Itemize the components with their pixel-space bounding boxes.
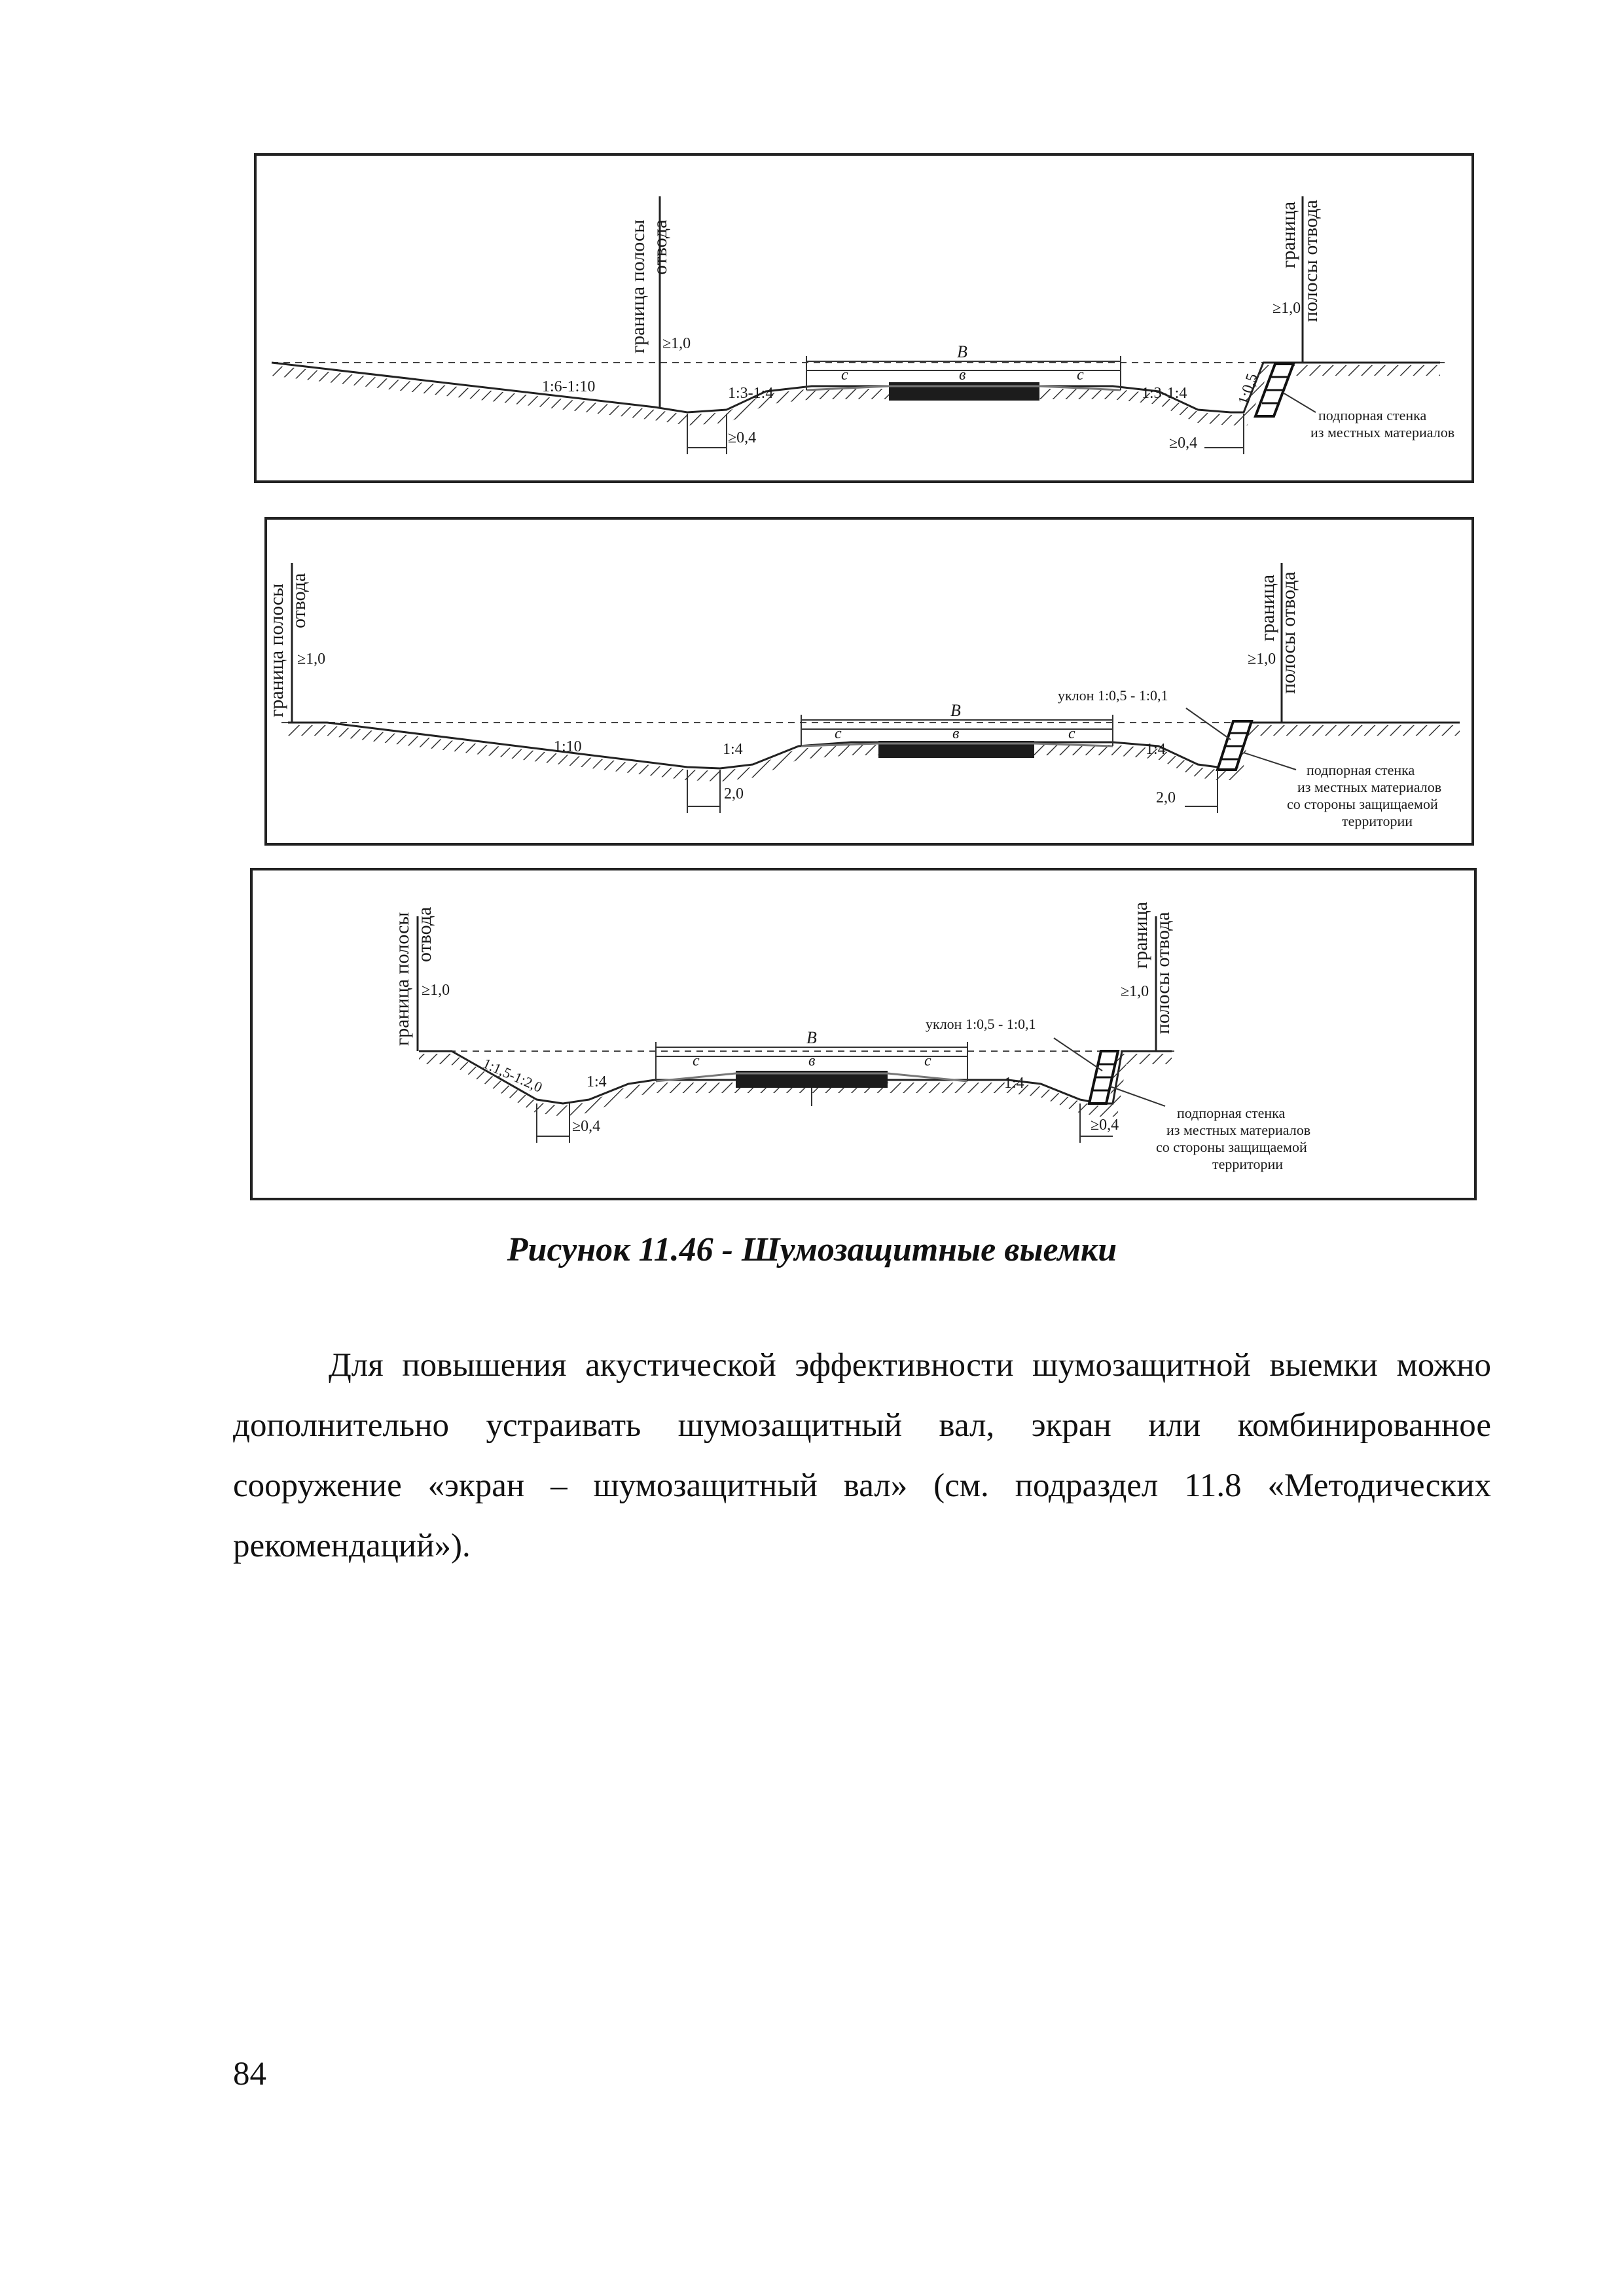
- figure-2-slope-inner-right: 1:4: [1146, 741, 1166, 758]
- figure-2-left-boundary-line1: граница полосы: [266, 583, 287, 717]
- figure-1-v-label: в: [959, 367, 966, 384]
- figure-3: [251, 869, 1475, 1199]
- figure-2-B-label: B: [950, 701, 961, 720]
- figure-2-right-offset: ≥1,0: [1248, 651, 1276, 668]
- figure-3-right-boundary-line2: полосы отвода: [1152, 912, 1174, 1034]
- figure-1-slope-outer: 1:6-1:10: [542, 378, 596, 395]
- figure-3-ditch-right: ≥0,4: [1091, 1117, 1119, 1134]
- figure-1-wall-note-1: подпорная стенка: [1318, 407, 1427, 423]
- figure-2-slope-outer: 1:10: [554, 738, 582, 755]
- figure-1-wall-note-2: из местных материалов: [1310, 424, 1455, 440]
- figure-3-ditch-left: ≥0,4: [572, 1118, 601, 1135]
- figure-2-v-label: в: [952, 725, 960, 742]
- figure-3-left-offset: ≥1,0: [422, 982, 450, 999]
- figure-1-left-offset: ≥1,0: [662, 335, 691, 352]
- figure-1-slope-wall: 1:0,5: [1235, 371, 1261, 407]
- figure-3-B-label: B: [806, 1028, 817, 1047]
- figure-2-wall-note-2: из местных материалов: [1297, 779, 1442, 795]
- figure-3-v-label: в: [808, 1052, 816, 1069]
- figure-caption: Рисунок 11.46 - Шумозащитные выемки: [507, 1231, 1117, 1268]
- figure-3-right-offset: ≥1,0: [1121, 983, 1149, 1000]
- figure-2-c-right: c: [1068, 725, 1075, 742]
- figure-2-c-left: c: [835, 725, 842, 742]
- figure-1: [255, 154, 1473, 482]
- figure-1-c-left: c: [841, 367, 848, 384]
- figure-2-wall-note-1: подпорная стенка: [1307, 762, 1415, 778]
- figure-3-left-boundary-line2: отвода: [414, 906, 435, 962]
- figure-2-left-boundary-line2: отвода: [288, 573, 310, 628]
- figure-1-right-offset: ≥1,0: [1272, 300, 1301, 317]
- figure-3-slope-outer: 1:1,5-1:2,0: [480, 1054, 545, 1096]
- figure-2-right-boundary-line1: граница: [1257, 574, 1278, 641]
- figure-3-slope-inner-right: 1:4: [1004, 1075, 1024, 1092]
- figure-3-left-boundary-line1: граница полосы: [391, 912, 413, 1046]
- figure-1-carriageway: [889, 382, 1039, 401]
- figure-1-ditch-right: ≥0,4: [1169, 435, 1198, 452]
- figure-1-c-right: c: [1077, 367, 1084, 384]
- figure-2-wall-note-4: территории: [1342, 813, 1413, 829]
- figure-2-right-boundary-line2: полосы отвода: [1278, 571, 1299, 694]
- figure-1-right-boundary-line1: граница: [1278, 201, 1299, 268]
- figure-3-wall-note-2: из местных материалов: [1166, 1122, 1311, 1138]
- figure-3-right-boundary-line1: граница: [1130, 901, 1151, 969]
- figure-1-slope-inner-left: 1:3-1:4: [728, 385, 774, 402]
- figure-1-right-boundary-line2: полосы отвода: [1300, 200, 1322, 322]
- figure-1-B-label: B: [957, 342, 967, 361]
- figure-2: [266, 518, 1473, 844]
- figure-2-slope-inner-left: 1:4: [723, 741, 743, 758]
- figure-1-left-boundary-line1: граница полосы: [627, 219, 649, 353]
- figure-3-wall-note-4: территории: [1212, 1156, 1284, 1172]
- figure-1-left-boundary-line2: отвода: [649, 219, 671, 275]
- figure-3-c-left: c: [693, 1052, 700, 1069]
- figure-3-slope-wall-note: уклон 1:0,5 - 1:0,1: [926, 1016, 1036, 1032]
- figure-1-ditch-left: ≥0,4: [728, 429, 757, 446]
- figure-3-c-right: c: [924, 1052, 931, 1069]
- figure-2-ditch-left: 2,0: [724, 785, 744, 802]
- figure-3-wall-note-3: со стороны защищаемой: [1156, 1139, 1307, 1155]
- body-paragraph: Для повышения акустической эффективности шумозащитной выемки можно дополнительно устраивать шумозащитный вал, экран или комбинированное сооружение «экран – шумозащитный вал» (см. подраздел 11.8 «Методических рекомендаций»).: [233, 1347, 1491, 1564]
- figure-2-wall-note-3: со стороны защищаемой: [1287, 796, 1438, 812]
- figure-3-wall-note-1: подпорная стенка: [1177, 1105, 1286, 1121]
- figure-3-slope-inner-left: 1:4: [586, 1073, 607, 1090]
- figure-1-slope-inner-right: 1:3-1:4: [1142, 385, 1187, 402]
- figure-2-left-offset: ≥1,0: [297, 651, 326, 668]
- figure-2-ditch-right: 2,0: [1156, 789, 1176, 806]
- page-number: 84: [233, 2056, 266, 2092]
- figure-2-slope-wall-note: уклон 1:0,5 - 1:0,1: [1058, 687, 1168, 704]
